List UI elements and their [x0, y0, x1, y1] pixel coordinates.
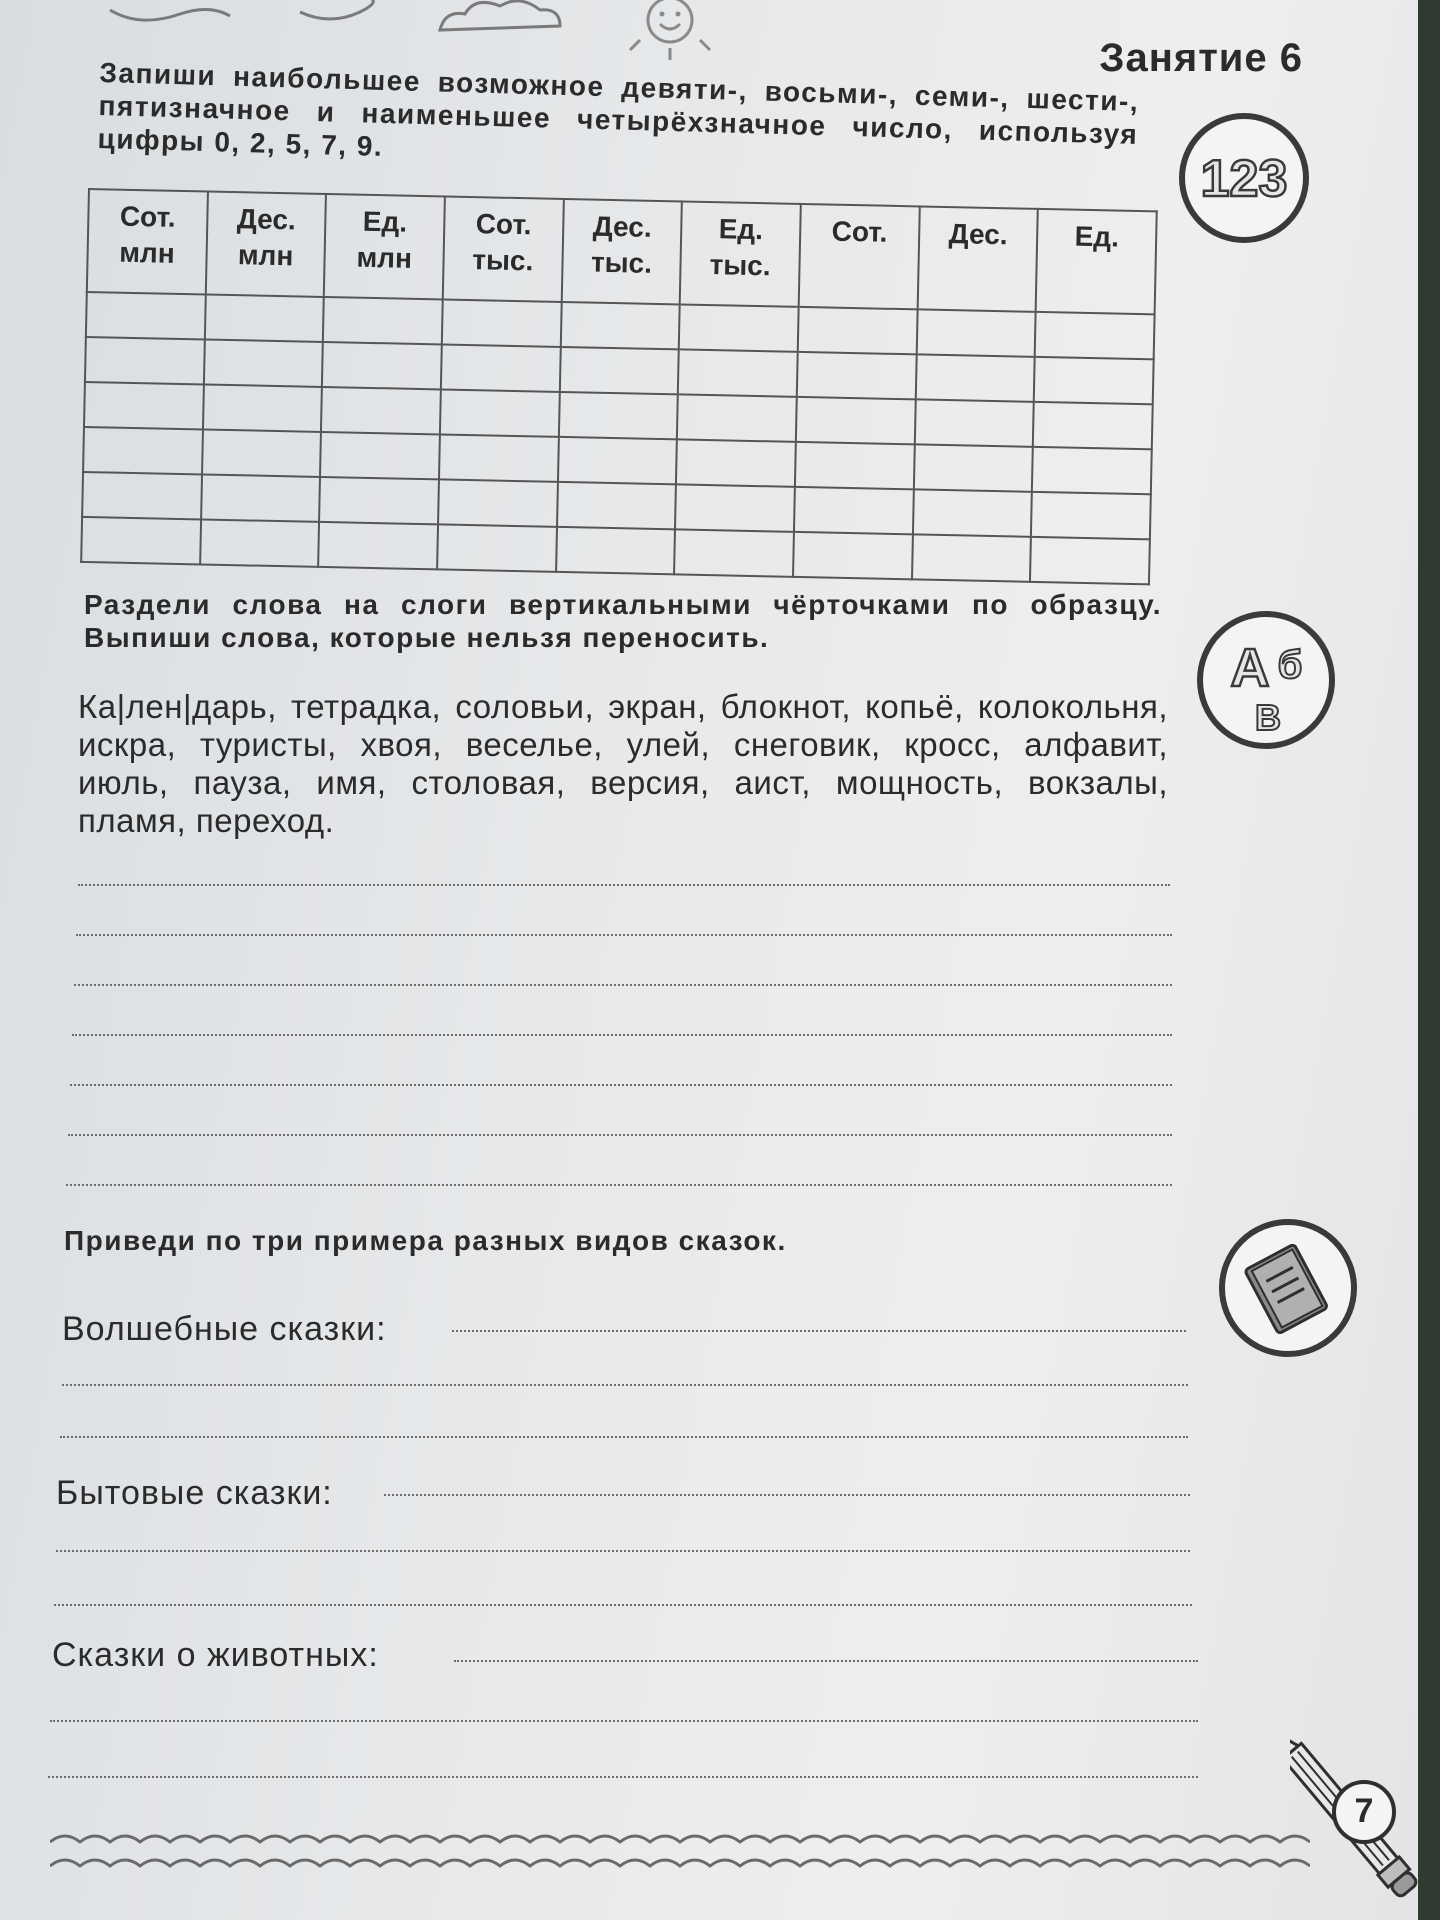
answer-line	[454, 1660, 1198, 1662]
table-cell[interactable]	[795, 442, 915, 489]
table-cell[interactable]	[81, 517, 201, 564]
table-cell[interactable]	[438, 479, 558, 526]
table-cell[interactable]	[794, 487, 914, 534]
table-cell[interactable]	[85, 337, 205, 384]
book-icon	[1216, 1216, 1360, 1360]
table-cell[interactable]	[84, 382, 204, 429]
table-cell[interactable]	[321, 387, 441, 434]
table-cell[interactable]	[1035, 312, 1155, 359]
table-cell[interactable]	[674, 529, 794, 576]
table-cell[interactable]	[916, 309, 1036, 356]
table-cell[interactable]	[82, 472, 202, 519]
task2-instruction: Раздели слова на слоги вертикальными чёрточками по образцу. Выпиши слова, которые нельзя переносить.	[84, 589, 1162, 653]
svg-text:В: В	[1255, 697, 1281, 738]
table-cell[interactable]	[793, 532, 913, 579]
answer-line	[50, 1720, 1198, 1722]
table-cell[interactable]	[677, 394, 797, 441]
svg-text:123: 123	[1200, 150, 1288, 208]
table-cell[interactable]	[437, 524, 557, 571]
lesson-title: Занятие 6	[1099, 36, 1303, 80]
answer-line	[56, 1550, 1190, 1552]
answer-line	[54, 1604, 1192, 1606]
table-cell[interactable]	[83, 427, 203, 474]
table-cell[interactable]	[915, 354, 1035, 401]
table-cell[interactable]	[441, 344, 561, 391]
table-cell[interactable]	[559, 347, 679, 394]
place-value-table-body	[81, 292, 1154, 584]
table-cell[interactable]	[557, 482, 677, 529]
answer-line	[452, 1330, 1186, 1332]
table-cell[interactable]	[439, 434, 559, 481]
answer-line	[60, 1436, 1188, 1438]
wave-border-decoration	[50, 1820, 1310, 1880]
table-cell[interactable]	[318, 522, 438, 569]
table-cell[interactable]	[679, 304, 799, 351]
answer-line	[66, 1184, 1172, 1186]
table-cell[interactable]	[320, 432, 440, 479]
table-cell[interactable]	[675, 484, 795, 531]
header-tens: Дес.	[917, 206, 1038, 311]
answer-line	[76, 934, 1172, 936]
page-number: 7	[1354, 1792, 1374, 1830]
answer-line	[78, 884, 1170, 886]
table-cell[interactable]	[323, 297, 443, 344]
syllable-words-list: Ка|лен|дарь, тетрадка, соловьи, экран, блокнот, копьё, колокольня, искра, туристы, хвоя, веселье, улей, снеговик, кросс, алфавит, июль, пауза, имя, столовая, версия, аист, мощность, вокзалы, пламя, переход.	[78, 688, 1168, 839]
table-cell[interactable]	[322, 342, 442, 389]
table-cell[interactable]	[200, 519, 320, 566]
table-cell[interactable]	[203, 384, 323, 431]
animal-tales-label: Сказки о животных:	[52, 1636, 379, 1674]
everyday-tales-label: Бытовые сказки:	[56, 1474, 333, 1512]
alphabet-abv-icon	[1194, 608, 1338, 752]
answer-line	[72, 1034, 1172, 1036]
table-cell[interactable]	[676, 439, 796, 486]
table-cell[interactable]	[678, 349, 798, 396]
table-cell[interactable]	[913, 489, 1033, 536]
answer-line	[62, 1384, 1188, 1386]
task3-instruction: Приведи по три примера разных видов сказок.	[64, 1225, 787, 1256]
header-hundred-millions: Сот. млн	[87, 189, 208, 294]
table-cell[interactable]	[914, 399, 1034, 446]
task1-instruction: Запиши наибольшее возможное девяти-, восьми-, семи-, шести-, пятизначное и наименьшее четырёхзначное число, используя цифры 0, 2, 5, 7, 9.	[97, 56, 1140, 162]
header-hundreds: Сот.	[799, 204, 920, 309]
header-ten-thousands: Дес. тыс.	[561, 199, 682, 304]
table-cell[interactable]	[1032, 447, 1152, 494]
numbers-123-icon	[1176, 110, 1312, 246]
table-cell[interactable]	[1033, 402, 1153, 449]
header-hundred-thousands: Сот. тыс.	[443, 196, 564, 301]
place-value-table	[80, 188, 1158, 585]
table-cell[interactable]	[560, 302, 680, 349]
table-cell[interactable]	[319, 477, 439, 524]
table-cell[interactable]	[559, 392, 679, 439]
magic-tales-label: Волшебные сказки:	[62, 1310, 387, 1348]
header-ten-millions: Дес. млн	[205, 192, 326, 297]
table-cell[interactable]	[204, 339, 324, 386]
answer-line	[70, 1084, 1172, 1086]
svg-text:б: б	[1277, 643, 1303, 687]
answer-line	[68, 1134, 1172, 1136]
table-cell[interactable]	[1034, 357, 1154, 404]
table-cell[interactable]	[913, 444, 1033, 491]
header-millions: Ед. млн	[324, 194, 445, 299]
answer-line	[48, 1776, 1198, 1778]
table-cell[interactable]	[1031, 492, 1151, 539]
table-cell[interactable]	[1030, 537, 1150, 584]
table-cell[interactable]	[205, 294, 325, 341]
header-units: Ед.	[1036, 209, 1157, 314]
table-cell[interactable]	[798, 307, 918, 354]
answer-line	[74, 984, 1172, 986]
table-cell[interactable]	[440, 389, 560, 436]
table-cell[interactable]	[201, 474, 321, 521]
answer-line	[384, 1494, 1190, 1496]
svg-text:А: А	[1230, 638, 1270, 698]
table-cell[interactable]	[202, 429, 322, 476]
table-cell[interactable]	[796, 397, 916, 444]
table-cell[interactable]	[797, 352, 917, 399]
table-cell[interactable]	[558, 437, 678, 484]
table-cell[interactable]	[912, 534, 1032, 581]
table-cell[interactable]	[442, 299, 562, 346]
table-cell[interactable]	[556, 527, 676, 574]
header-thousands: Ед. тыс.	[680, 201, 801, 306]
table-cell[interactable]	[86, 292, 206, 339]
